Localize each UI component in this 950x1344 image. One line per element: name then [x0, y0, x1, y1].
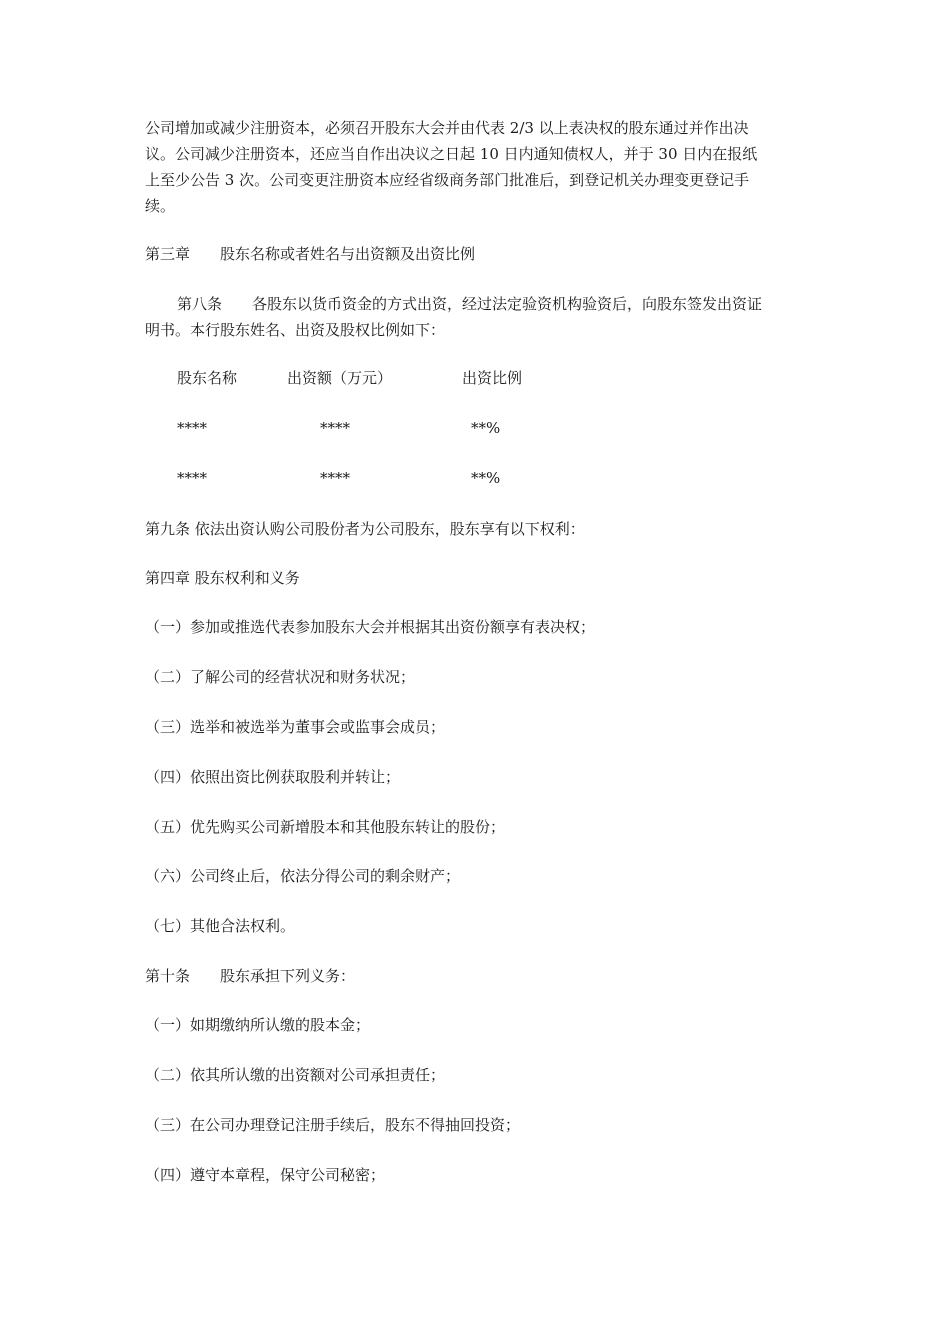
table-cell: **** — [177, 469, 207, 487]
list-item: （三）在公司办理登记注册手续后，股东不得抽回投资； — [145, 1116, 521, 1134]
paragraph-line: 续。 — [145, 197, 176, 215]
table-cell: **% — [471, 419, 501, 437]
paragraph-line: 议。公司减少注册资本，还应当自作出决议之日起 10 日内通知债权人，并于 30 日内在报纸 — [145, 145, 758, 163]
paragraph-line: 上至少公告 3 次。公司变更注册资本应经省级商务部门批准后，到登记机关办理变更登记手 — [145, 171, 750, 189]
list-item: （六）公司终止后，依法分得公司的剩余财产； — [145, 867, 461, 885]
article-text: 各股东以货币资金的方式出资，经过法定验资机构验资后，向股东签发出资证 — [252, 295, 763, 313]
chapter-heading: 第四章 股东权利和义务 — [145, 569, 300, 587]
list-item: （三）选举和被选举为董事会或监事会成员； — [145, 718, 446, 736]
article-line: 第九条 依法出资认购公司股份者为公司股东，股东享有以下权利： — [145, 520, 585, 538]
chapter-heading — [145, 244, 475, 264]
list-item: （五）优先购买公司新增股本和其他股东转让的股份； — [145, 818, 506, 836]
list-item: （一）参加或推选代表参加股东大会并根据其出资份额享有表决权； — [145, 618, 596, 636]
article-line: 明书。本行股东姓名、出资及股权比例如下： — [145, 321, 446, 339]
list-item: （四）遵守本章程，保守公司秘密； — [145, 1166, 386, 1184]
article-line — [177, 294, 762, 314]
table-header-amount: 出资额（万元） — [287, 369, 393, 387]
paragraph-line: 公司增加或减少注册资本，必须召开股东大会并由代表 2/3 以上表决权的股东通过并作出决 — [145, 119, 749, 137]
table-header-name: 股东名称 — [177, 369, 238, 387]
chapter-title: 股东名称或者姓名与出资额及出资比例 — [220, 245, 476, 263]
table-cell: **** — [320, 469, 350, 487]
article-text: 股东承担下列义务： — [220, 967, 356, 985]
table-cell: **% — [471, 469, 501, 487]
list-item: （二）了解公司的经营状况和财务状况； — [145, 668, 416, 686]
article-line — [145, 966, 355, 986]
article-label: 第八条 — [177, 295, 223, 313]
list-item: （一）如期缴纳所认缴的股本金； — [145, 1016, 371, 1034]
list-item: （二）依其所认缴的出资额对公司承担责任； — [145, 1066, 446, 1084]
table-cell: **** — [320, 419, 350, 437]
table-header-ratio: 出资比例 — [462, 369, 523, 387]
list-item: （七）其他合法权利。 — [145, 917, 296, 935]
chapter-label: 第三章 — [145, 245, 191, 263]
article-label: 第十条 — [145, 967, 191, 985]
list-item: （四）依照出资比例获取股利并转让； — [145, 768, 401, 786]
table-cell: **** — [177, 419, 207, 437]
